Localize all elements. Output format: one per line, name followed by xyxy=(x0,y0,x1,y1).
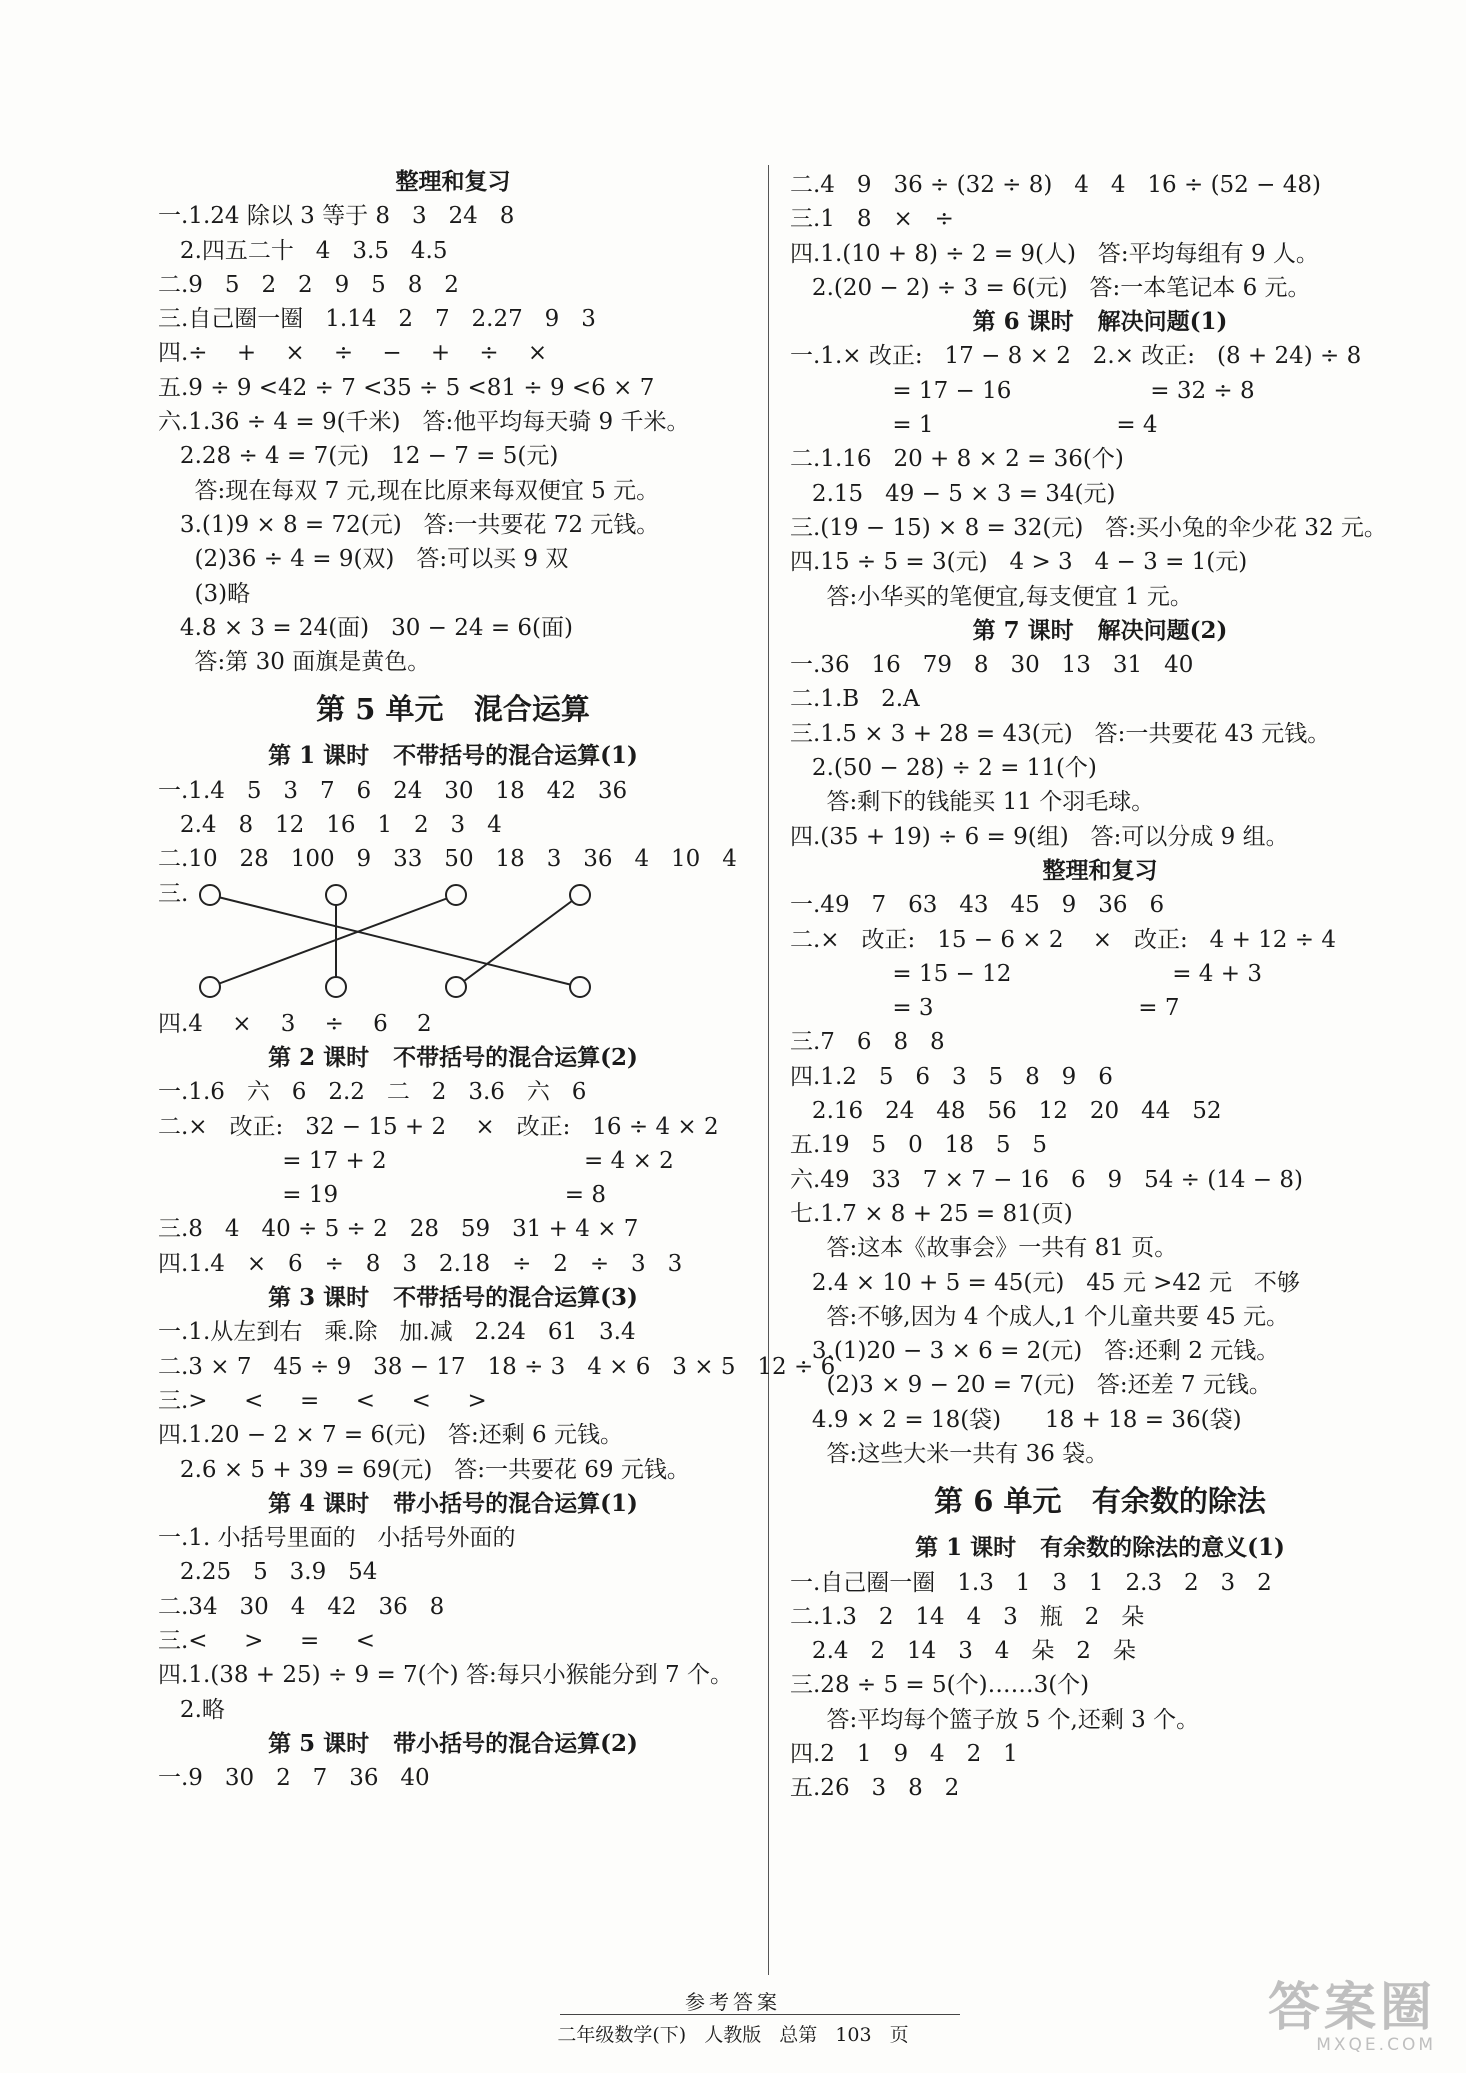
line-text: 3.(1)9 × 8 = 72(元) 答:一共要花 72 元钱。 xyxy=(158,511,660,538)
section-heading xyxy=(158,1487,748,1521)
match-line xyxy=(456,895,580,987)
section-heading xyxy=(790,1531,1410,1565)
line-text: 一.1.24 除以 3 等于 8 3 24 8 xyxy=(158,203,515,230)
answer-line xyxy=(790,751,1410,785)
line-text: 2.15 49 − 5 × 3 = 34(元) xyxy=(790,480,1116,507)
answer-line xyxy=(790,1437,1410,1471)
line-text: = 3 = 7 xyxy=(790,995,1180,1022)
line-text: 二.× 改正: 32 − 15 + 2 × 改正: 16 ÷ 4 × 2 xyxy=(158,1113,719,1140)
answer-line xyxy=(158,1247,748,1281)
answer-line xyxy=(158,1075,748,1109)
line-text: 一.1.从左到右 乘.除 加.减 2.24 61 3.4 xyxy=(158,1319,636,1346)
answer-line xyxy=(790,545,1410,579)
line-text: 第 7 课时 解决问题(2) xyxy=(972,616,1228,644)
line-text: 七.1.7 × 8 + 25 = 81(页) xyxy=(790,1200,1073,1227)
line-text: 五.19 5 0 18 5 5 xyxy=(790,1132,1048,1159)
answer-line xyxy=(790,1025,1410,1059)
answer-line xyxy=(158,1418,748,1452)
answer-line xyxy=(158,439,748,473)
answer-line xyxy=(158,1350,836,1384)
answer-line xyxy=(790,477,1410,511)
answer-line xyxy=(158,808,748,842)
answer-line xyxy=(790,1403,1410,1437)
unit-title xyxy=(158,679,748,739)
answer-line xyxy=(158,336,748,370)
line-text: 答:小华买的笔便宜,每支便宜 1 元。 xyxy=(790,583,1193,610)
answer-line xyxy=(158,199,748,233)
line-text: 2.6 × 5 + 39 = 69(元) 答:一共要花 69 元钱。 xyxy=(158,1456,690,1483)
answer-line xyxy=(790,511,1410,545)
answer-line xyxy=(790,717,1410,751)
line-text: 答:现在每双 7 元,现在比原来每双便宜 5 元。 xyxy=(158,477,660,504)
answer-line xyxy=(790,1600,1410,1634)
line-text: 4.9 × 2 = 18(袋) 18 + 18 = 36(袋) xyxy=(790,1406,1242,1433)
line-text: 三.28 ÷ 5 = 5(个)……3(个) xyxy=(790,1672,1090,1699)
section-heading xyxy=(158,739,748,773)
answer-line xyxy=(790,1703,1410,1737)
line-text: (2)3 × 9 − 20 = 7(元) 答:还差 7 元钱。 xyxy=(790,1372,1272,1399)
watermark xyxy=(1267,1978,1436,2055)
answer-line xyxy=(158,1110,748,1144)
match-circle xyxy=(446,977,466,997)
line-text: 一.36 16 79 8 30 13 31 40 xyxy=(790,652,1194,679)
line-text: 二.34 30 4 42 36 8 xyxy=(158,1593,445,1620)
unit-title xyxy=(790,1471,1410,1531)
answer-line xyxy=(790,1197,1410,1231)
answer-line xyxy=(790,1737,1410,1771)
answer-line xyxy=(158,1624,748,1658)
line-text: 三.< > = < xyxy=(158,1627,376,1654)
line-text: 整理和复习 xyxy=(1042,856,1158,884)
answer-line xyxy=(158,234,748,268)
line-text: 三.(19 − 15) × 8 = 32(元) 答:买小兔的伞少花 32 元。 xyxy=(790,514,1387,541)
answer-line xyxy=(790,1771,1410,1805)
line-text: 2.4 × 10 + 5 = 45(元) 45 元 >42 元 不够 xyxy=(790,1269,1300,1296)
line-text: 一.1.6 六 6 2.2 二 2 3.6 六 6 xyxy=(158,1079,587,1106)
column-divider xyxy=(768,165,769,1975)
answer-line xyxy=(158,1144,748,1178)
answer-line xyxy=(790,957,1410,991)
line-text: = 19 = 8 xyxy=(158,1182,606,1209)
answer-line xyxy=(790,1300,1410,1334)
line-text: 2.四五二十 4 3.5 4.5 xyxy=(158,237,448,264)
answer-line xyxy=(158,405,748,439)
footer-title: 参考答案 xyxy=(685,1990,781,2014)
left-column xyxy=(158,165,836,1795)
line-text: 答:这些大米一共有 36 袋。 xyxy=(790,1440,1109,1467)
line-text: 第 6 单元 有余数的除法 xyxy=(934,1484,1266,1519)
answer-line xyxy=(790,1368,1410,1402)
line-text: 2.(20 − 2) ÷ 3 = 6(元) 答:一本笔记本 6 元。 xyxy=(790,274,1311,301)
line-text: 2.4 8 12 16 1 2 3 4 xyxy=(158,812,502,839)
matching-lines-svg xyxy=(158,877,758,1007)
line-text: 四.(35 + 19) ÷ 6 = 9(组) 答:可以分成 9 组。 xyxy=(790,823,1289,850)
answer-line xyxy=(158,1315,748,1349)
answer-line xyxy=(158,1178,748,1212)
section-heading xyxy=(158,165,748,199)
answer-line xyxy=(790,1668,1410,1702)
answer-line xyxy=(790,202,1410,236)
match-circle xyxy=(446,885,466,905)
line-text: = 1 = 4 xyxy=(790,412,1158,439)
line-text: 答:第 30 面旗是黄色。 xyxy=(158,649,431,676)
line-text: 2.(50 − 28) ÷ 2 = 11(个) xyxy=(790,755,1097,782)
answer-line xyxy=(158,842,748,876)
line-text: 四.2 1 9 4 2 1 xyxy=(790,1741,1018,1768)
answer-line xyxy=(790,888,1410,922)
section-heading xyxy=(158,1727,748,1761)
answer-line xyxy=(158,1761,748,1795)
answer-line xyxy=(790,682,1410,716)
line-text: 二.1.3 2 14 4 3 瓶 2 朵 xyxy=(790,1603,1145,1630)
line-text: 第 1 课时 有余数的除法的意义(1) xyxy=(915,1534,1285,1562)
line-text: 二.3 × 7 45 ÷ 9 38 − 17 18 ÷ 3 4 × 6 3 × 5 12 ÷ 6 xyxy=(158,1353,836,1380)
line-text: 2.25 5 3.9 54 xyxy=(158,1559,378,1586)
match-circle xyxy=(570,977,590,997)
answer-line xyxy=(790,923,1410,957)
line-text: = 17 − 16 = 32 ÷ 8 xyxy=(790,377,1255,404)
section-heading xyxy=(158,1281,748,1315)
line-text: (3)略 xyxy=(158,580,251,607)
answer-line xyxy=(790,237,1410,271)
watermark-logo-text: 答案圈 xyxy=(1267,1978,1436,2038)
answer-line xyxy=(158,371,748,405)
line-text: 整理和复习 xyxy=(395,168,511,195)
answer-line xyxy=(790,991,1410,1025)
line-text: 二.1.B 2.A xyxy=(790,686,920,713)
answer-line xyxy=(790,1060,1410,1094)
line-text: 答:这本《故事会》一共有 81 页。 xyxy=(790,1235,1178,1262)
line-text: 答:不够,因为 4 个成人,1 个儿童共要 45 元。 xyxy=(790,1303,1290,1330)
answer-line xyxy=(158,1521,748,1555)
answer-line xyxy=(158,577,748,611)
line-text: 答:剩下的钱能买 11 个羽毛球。 xyxy=(790,789,1155,816)
answer-line xyxy=(790,580,1410,614)
line-text: 第 3 课时 不带括号的混合运算(3) xyxy=(268,1284,638,1312)
line-text: 三.8 4 40 ÷ 5 ÷ 2 28 59 31 + 4 × 7 xyxy=(158,1216,639,1243)
line-text: 2.16 24 48 56 12 20 44 52 xyxy=(790,1098,1222,1125)
line-text: 第 1 课时 不带括号的混合运算(1) xyxy=(268,742,638,770)
line-text: 第 2 课时 不带括号的混合运算(2) xyxy=(268,1043,638,1071)
answer-line xyxy=(158,1693,748,1727)
line-text: 三.1.5 × 3 + 28 = 43(元) 答:一共要花 43 元钱。 xyxy=(790,720,1331,747)
answer-line xyxy=(790,648,1410,682)
line-text: 3.(1)20 − 3 × 6 = 2(元) 答:还剩 2 元钱。 xyxy=(790,1338,1280,1365)
section-heading xyxy=(790,854,1410,888)
section-heading xyxy=(790,614,1410,648)
answer-line xyxy=(790,271,1410,305)
line-text: 六.1.36 ÷ 4 = 9(千米) 答:他平均每天骑 9 千米。 xyxy=(158,409,690,436)
answer-line xyxy=(158,474,748,508)
match-circle xyxy=(570,885,590,905)
line-text: 一.1.4 5 3 7 6 24 30 18 42 36 xyxy=(158,777,628,804)
line-text: 四.1.4 × 6 ÷ 8 3 2.18 ÷ 2 ÷ 3 3 xyxy=(158,1250,683,1277)
line-text: 四.1.(38 + 25) ÷ 9 = 7(个) 答:每只小猴能分到 7 个。 xyxy=(158,1662,733,1689)
section-heading xyxy=(790,305,1410,339)
line-text: = 15 − 12 = 4 + 3 xyxy=(790,960,1262,987)
answer-line xyxy=(790,1566,1410,1600)
answer-line xyxy=(790,1094,1410,1128)
answer-line xyxy=(158,611,748,645)
line-text: 二.4 9 36 ÷ (32 ÷ 8) 4 4 16 ÷ (52 − 48) xyxy=(790,172,1321,198)
answer-line xyxy=(158,1453,748,1487)
answer-line xyxy=(158,268,748,302)
line-text: 第 5 单元 混合运算 xyxy=(316,692,590,727)
answer-line xyxy=(790,1334,1410,1368)
footer-rule xyxy=(560,2014,960,2015)
line-text: 一.9 30 2 7 36 40 xyxy=(158,1765,430,1792)
answer-line xyxy=(790,168,1410,202)
answer-line xyxy=(790,1266,1410,1300)
line-text: 三.> < = < < > xyxy=(158,1387,487,1414)
match-circle xyxy=(326,977,346,997)
answer-line xyxy=(790,1231,1410,1265)
line-text: 第 4 课时 带小括号的混合运算(1) xyxy=(268,1489,638,1517)
footer-info: 二年级数学(下) 人教版 总第 103 页 xyxy=(557,2024,909,2046)
watermark-url: MXQE.COM xyxy=(1316,2035,1436,2055)
line-text: 四.4 × 3 ÷ 6 2 xyxy=(158,1010,432,1037)
answer-line xyxy=(790,1163,1410,1197)
matching-diagram xyxy=(158,877,748,1007)
line-text: 一.49 7 63 43 45 9 36 6 xyxy=(790,892,1165,919)
answer-line xyxy=(158,645,748,679)
right-column xyxy=(790,168,1410,1806)
answer-line xyxy=(158,302,748,336)
line-text: 二.1.16 20 + 8 × 2 = 36(个) xyxy=(790,446,1124,473)
match-circle xyxy=(200,885,220,905)
answer-line xyxy=(790,1128,1410,1162)
line-text: 五.26 3 8 2 xyxy=(790,1775,960,1802)
answer-line xyxy=(158,1007,748,1041)
line-text: 一.1.× 改正: 17 − 8 × 2 2.× 改正: (8 + 24) ÷ 8 xyxy=(790,343,1362,370)
answer-line xyxy=(790,339,1410,373)
line-text: 五.9 ÷ 9 <42 ÷ 7 <35 ÷ 5 <81 ÷ 9 <6 × 7 xyxy=(158,374,655,401)
line-text: 四.1.20 − 2 × 7 = 6(元) 答:还剩 6 元钱。 xyxy=(158,1422,623,1449)
line-text: 二.10 28 100 9 33 50 18 3 36 4 10 4 xyxy=(158,846,737,873)
line-text: 三. xyxy=(158,880,189,907)
line-text: 第 6 课时 解决问题(1) xyxy=(972,308,1228,336)
answer-line xyxy=(158,508,748,542)
line-text: 六.49 33 7 × 7 − 16 6 9 54 ÷ (14 − 8) xyxy=(790,1166,1303,1193)
line-text: 2.4 2 14 3 4 朵 2 朵 xyxy=(790,1638,1136,1665)
answer-line xyxy=(158,1658,748,1692)
line-text: 一.1. 小括号里面的 小括号外面的 xyxy=(158,1525,516,1552)
line-text: 四.1.2 5 6 3 5 8 9 6 xyxy=(790,1063,1113,1090)
line-text: 四.15 ÷ 5 = 3(元) 4 > 3 4 − 3 = 1(元) xyxy=(790,549,1248,576)
line-text: 三.1 8 × ÷ xyxy=(790,206,954,233)
match-circle xyxy=(326,885,346,905)
line-text: 第 5 课时 带小括号的混合运算(2) xyxy=(268,1729,638,1757)
line-text: 二.× 改正: 15 − 6 × 2 × 改正: 4 + 12 ÷ 4 xyxy=(790,926,1336,953)
line-text: 4.8 × 3 = 24(面) 30 − 24 = 6(面) xyxy=(158,614,573,641)
line-text: 三.自己圈一圈 1.14 2 7 2.27 9 3 xyxy=(158,306,596,333)
answer-line xyxy=(158,1590,748,1624)
match-line xyxy=(210,895,580,987)
answer-line xyxy=(158,1384,748,1418)
match-circle xyxy=(200,977,220,997)
answer-line xyxy=(790,442,1410,476)
answer-line xyxy=(790,374,1410,408)
answer-line xyxy=(790,785,1410,819)
line-text: 四.÷ + × ÷ − + ÷ × xyxy=(158,340,548,367)
answer-line xyxy=(790,408,1410,442)
answer-line xyxy=(158,1212,748,1246)
section-heading xyxy=(158,1041,748,1075)
line-text: 答:平均每个篮子放 5 个,还剩 3 个。 xyxy=(790,1706,1200,1733)
line-text: 三.7 6 8 8 xyxy=(790,1029,945,1056)
answer-line xyxy=(158,1555,748,1589)
line-text: 二.9 5 2 2 9 5 8 2 xyxy=(158,271,459,298)
line-text: 2.28 ÷ 4 = 7(元) 12 − 7 = 5(元) xyxy=(158,443,559,470)
match-line xyxy=(210,895,456,987)
line-text: 一.自己圈一圈 1.3 1 3 1 2.3 2 3 2 xyxy=(790,1569,1272,1596)
answer-line xyxy=(158,542,748,576)
answer-line xyxy=(790,820,1410,854)
answer-line xyxy=(158,774,748,808)
line-text: = 17 + 2 = 4 × 2 xyxy=(158,1147,674,1174)
answer-line xyxy=(790,1634,1410,1668)
line-text: 四.1.(10 + 8) ÷ 2 = 9(人) 答:平均每组有 9 人。 xyxy=(790,240,1319,267)
line-text: (2)36 ÷ 4 = 9(双) 答:可以买 9 双 xyxy=(158,546,569,573)
line-text: 2.略 xyxy=(158,1696,225,1723)
